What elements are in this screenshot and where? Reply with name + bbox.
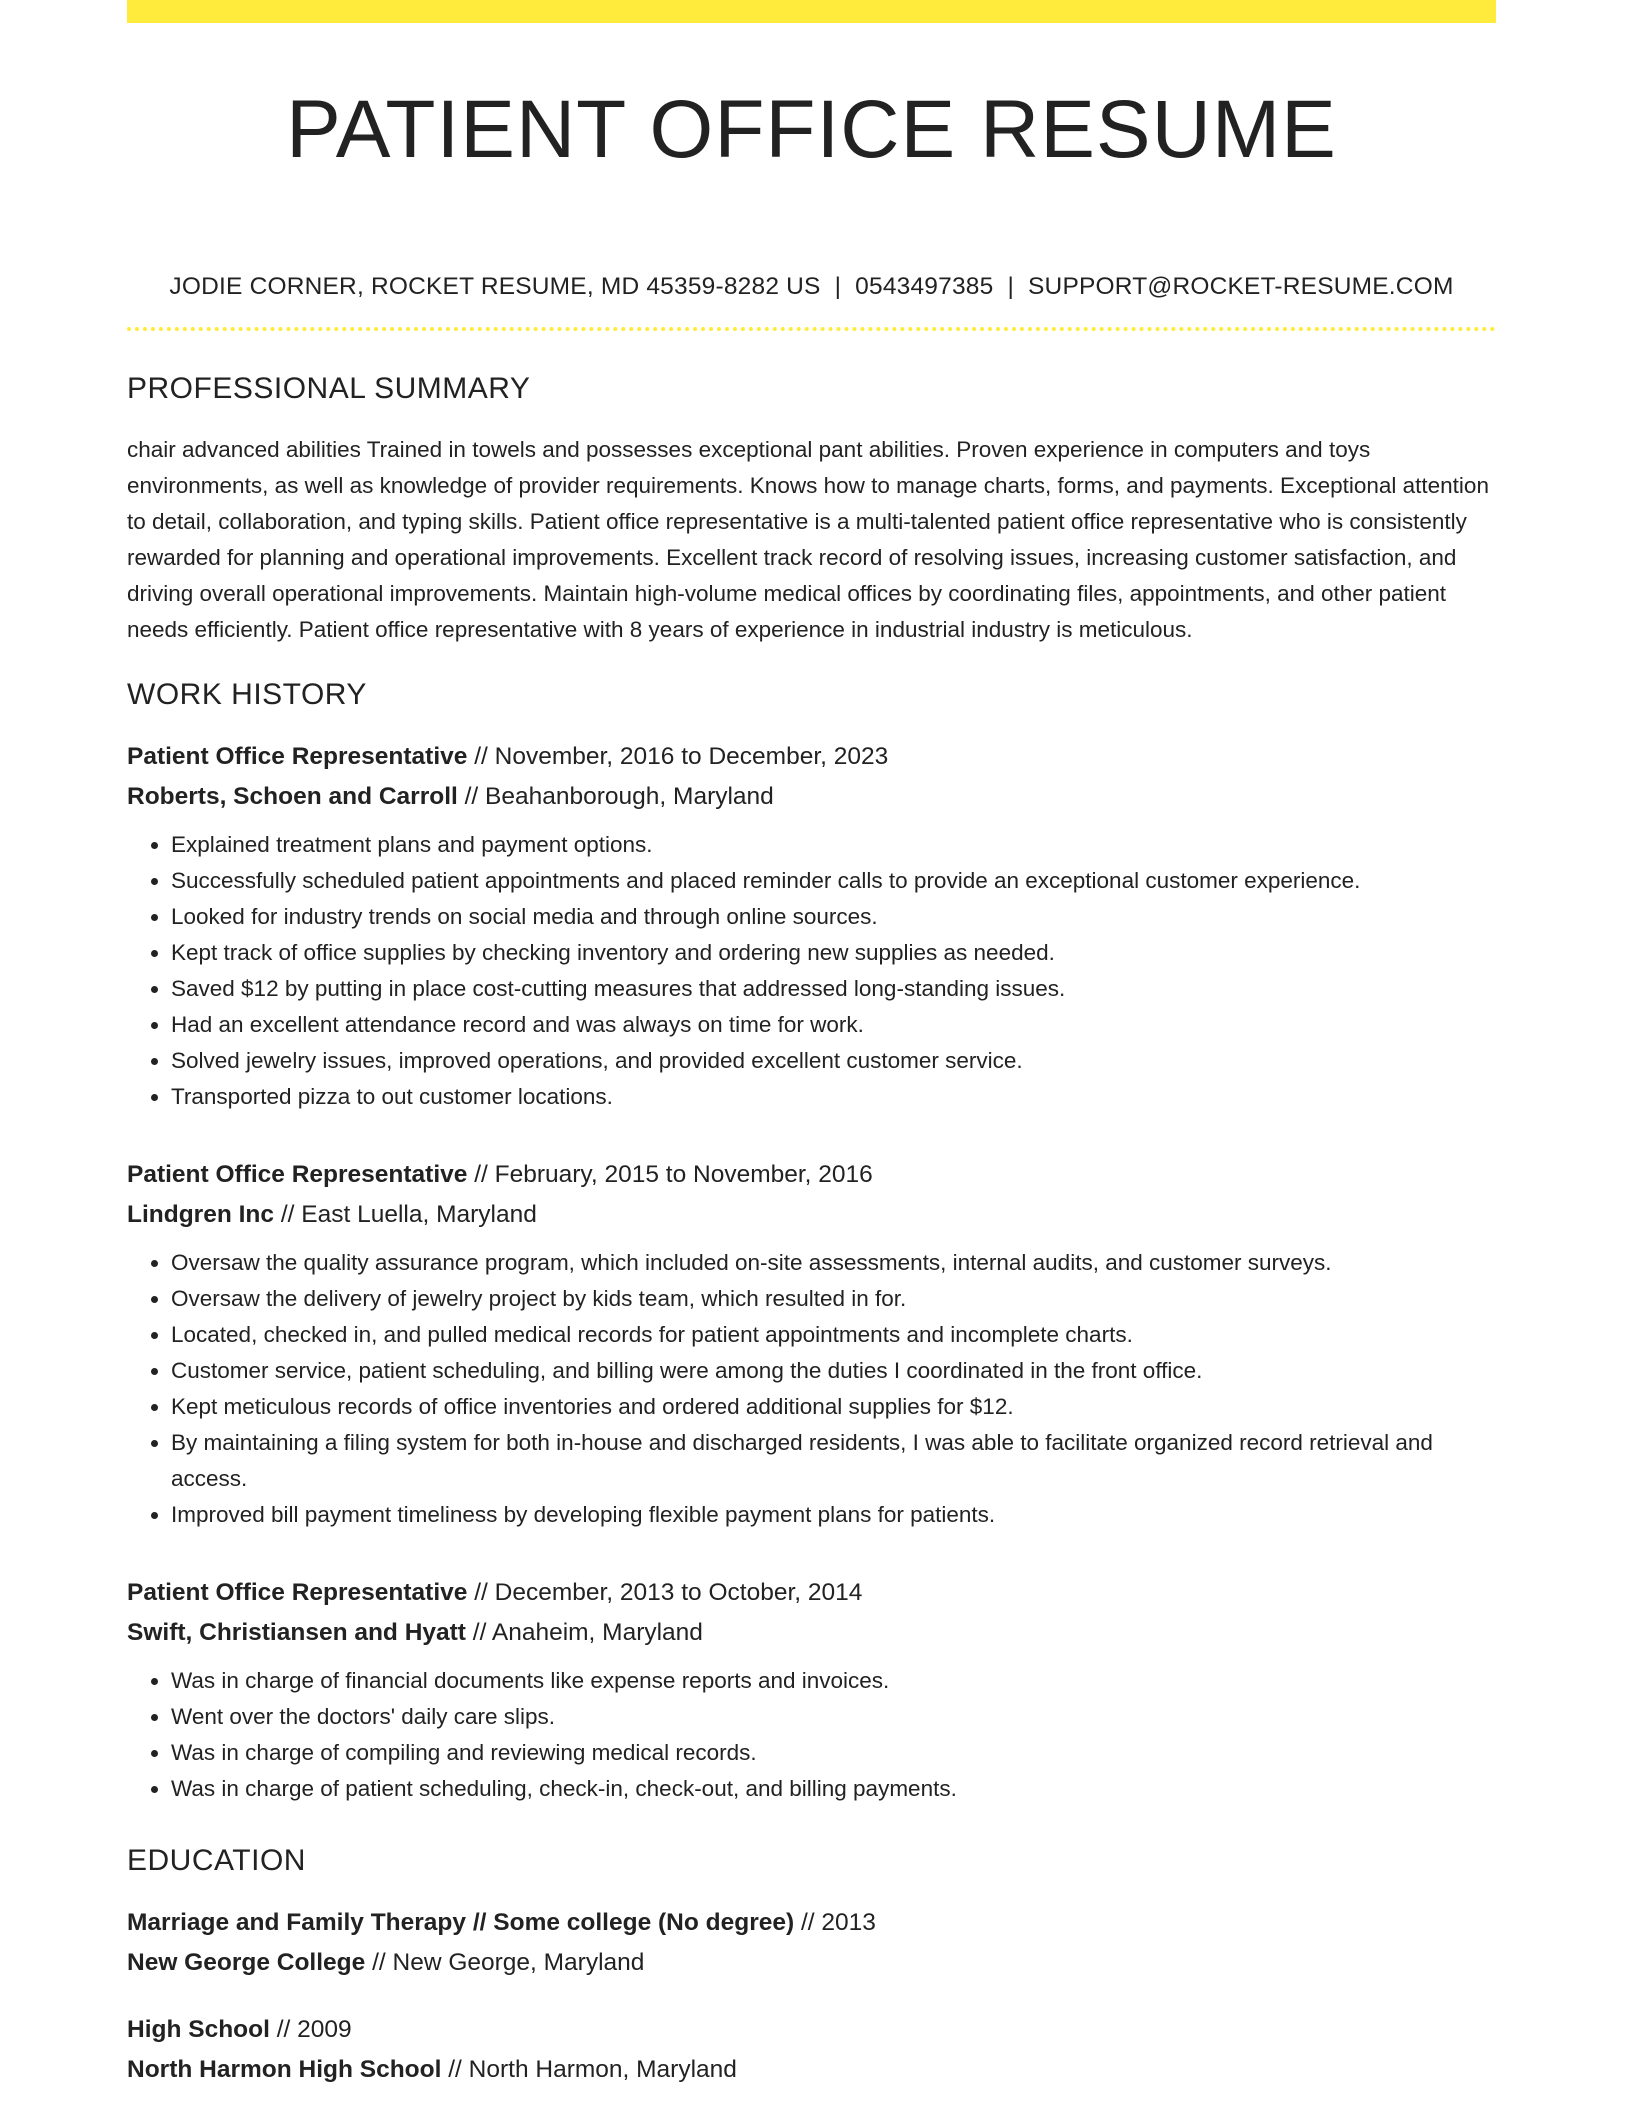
job-location: // Anaheim, Maryland — [472, 1619, 703, 1646]
job-duty-item: • Transported pizza to out customer locations. — [171, 1079, 1496, 1115]
education-school-line — [127, 1943, 1496, 1983]
job-entry — [127, 1155, 1496, 1533]
education-entry — [127, 2010, 1496, 2090]
job-entry — [127, 1573, 1496, 1807]
job-duties-list — [127, 1245, 1496, 1533]
summary-heading: PROFESSIONAL SUMMARY — [127, 372, 531, 405]
job-location: // Beahanborough, Maryland — [464, 783, 774, 810]
contact-address: JODIE CORNER, ROCKET RESUME, MD 45359-8282 US — [169, 273, 821, 300]
education-location: // North Harmon, Maryland — [448, 2056, 737, 2083]
job-duty-item: • Customer service, patient scheduling, and billing were among the duties I coordinated in the front office. — [171, 1353, 1496, 1389]
job-duty-item: • Oversaw the quality assurance program, which included on-site assessments, internal audits, and customer surveys. — [171, 1245, 1496, 1281]
job-location: // East Luella, Maryland — [280, 1201, 537, 1228]
contact-separator: | — [1007, 273, 1015, 300]
education-school: New George College — [127, 1949, 366, 1976]
job-duties-list — [127, 827, 1496, 1115]
education-degree: Marriage and Family Therapy // Some college (No degree) — [127, 1909, 795, 1936]
job-duty-item: • Kept meticulous records of office inventories and ordered additional supplies for $12. — [171, 1389, 1496, 1425]
job-duty-item: • Had an excellent attendance record and was always on time for work. — [171, 1007, 1496, 1043]
job-duty-item: • Successfully scheduled patient appointments and placed reminder calls to provide an exceptional customer experience. — [171, 863, 1496, 899]
job-dates: // November, 2016 to December, 2023 — [474, 743, 889, 770]
job-company-line — [127, 777, 1496, 817]
job-company: Swift, Christiansen and Hyatt — [127, 1619, 466, 1646]
job-title-line — [127, 737, 1496, 777]
contact-email: SUPPORT@ROCKET-RESUME.COM — [1028, 273, 1454, 300]
job-entry — [127, 737, 1496, 1115]
job-title: Patient Office Representative — [127, 743, 468, 770]
job-company-line — [127, 1613, 1496, 1653]
job-duty-item: • Kept track of office supplies by checking inventory and ordering new supplies as needed. — [171, 935, 1496, 971]
job-dates: // December, 2013 to October, 2014 — [474, 1579, 863, 1606]
work-history-heading: WORK HISTORY — [127, 678, 367, 711]
job-company: Lindgren Inc — [127, 1201, 274, 1228]
summary-text: chair advanced abilities Trained in towels and possesses exceptional pant abilities. Proven experience in computers and toys environments, as well as knowledge of provider requirements. Knows how to manage charts, forms, and payments. Exceptional attention to detail, collaboration, and typing skills. Patient office representative is a multi-talented patient office representative who is consistently rewarded for planning and operational improvements. Excellent track record of resolving issues, increasing customer satisfaction, and driving overall operational improvements. Maintain high-volume medical offices by coordinating files, appointments, and other patient needs efficiently. Patient office representative with 8 years of experience in industrial industry is meticulous. — [127, 437, 1489, 642]
job-duty-item: • Went over the doctors' daily care slips. — [171, 1699, 1496, 1735]
job-company-line — [127, 1195, 1496, 1235]
education-year: // 2013 — [800, 1909, 876, 1936]
job-dates: // February, 2015 to November, 2016 — [474, 1161, 873, 1188]
resume-content — [127, 0, 1496, 2090]
job-duty-item: • Was in charge of financial documents like expense reports and invoices. — [171, 1663, 1496, 1699]
job-duty-item: • Saved $12 by putting in place cost-cutting measures that addressed long-standing issues. — [171, 971, 1496, 1007]
dotted-divider — [127, 327, 1496, 331]
job-title-line — [127, 1155, 1496, 1195]
contact-phone: 0543497385 — [855, 273, 994, 300]
job-duty-item: • Explained treatment plans and payment options. — [171, 827, 1496, 863]
education-school: North Harmon High School — [127, 2056, 442, 2083]
contact-line — [127, 272, 1496, 302]
education-entry — [127, 1903, 1496, 1983]
education-degree-line — [127, 1903, 1496, 1943]
job-duty-item: • Looked for industry trends on social media and through online sources. — [171, 899, 1496, 935]
job-company: Roberts, Schoen and Carroll — [127, 783, 458, 810]
job-title: Patient Office Representative — [127, 1579, 468, 1606]
contact-separator: | — [834, 273, 842, 300]
page-title: PATIENT OFFICE RESUME — [286, 84, 1337, 175]
job-duty-item: • Was in charge of compiling and reviewing medical records. — [171, 1735, 1496, 1771]
job-duties-list — [127, 1663, 1496, 1807]
job-title-line — [127, 1573, 1496, 1613]
job-duty-item: • Oversaw the delivery of jewelry project by kids team, which resulted in for. — [171, 1281, 1496, 1317]
job-duty-item: • Solved jewelry issues, improved operations, and provided excellent customer service. — [171, 1043, 1496, 1079]
education-heading: EDUCATION — [127, 1844, 306, 1877]
education-degree: High School — [127, 2016, 270, 2043]
job-duty-item: • Was in charge of patient scheduling, check-in, check-out, and billing payments. — [171, 1771, 1496, 1807]
job-title: Patient Office Representative — [127, 1161, 468, 1188]
job-duty-item: • By maintaining a filing system for both in-house and discharged residents, I was able to facilitate organized record retrieval and access. — [171, 1425, 1496, 1497]
job-duty-item: • Located, checked in, and pulled medical records for patient appointments and incomplete charts. — [171, 1317, 1496, 1353]
education-year: // 2009 — [276, 2016, 352, 2043]
education-degree-line — [127, 2010, 1496, 2050]
job-duty-item: • Improved bill payment timeliness by developing flexible payment plans for patients. — [171, 1497, 1496, 1533]
education-school-line — [127, 2050, 1496, 2090]
education-location: // New George, Maryland — [372, 1949, 645, 1976]
